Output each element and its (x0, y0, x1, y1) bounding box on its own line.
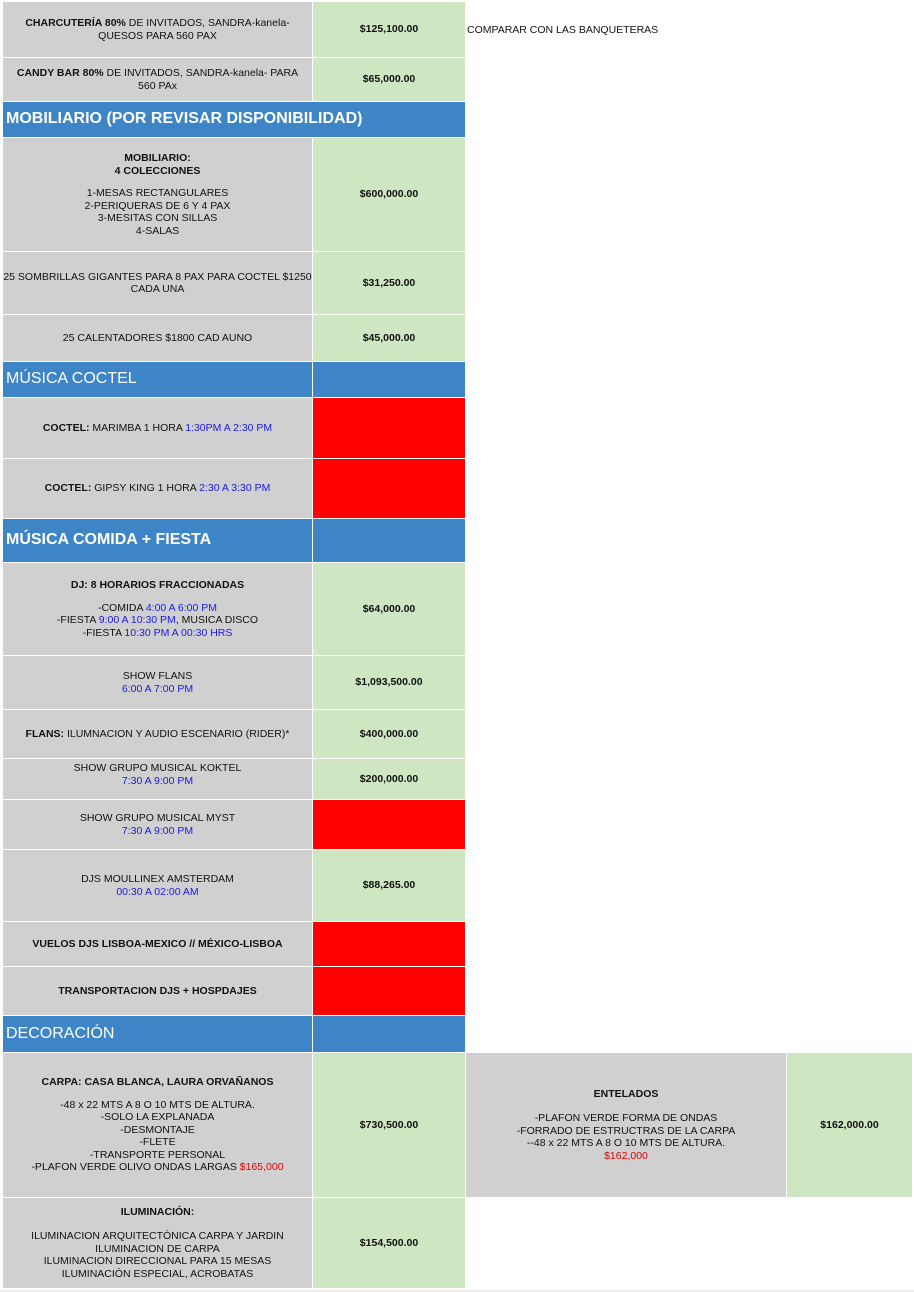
calentadores-description: 25 CALENTADORES $1800 CAD AUNO (3, 315, 312, 361)
candy-bar-text: DE INVITADOS, SANDRA-kanela- PARA (103, 67, 299, 79)
mobiliario-item: 1-MESAS RECTANGULARES (86, 187, 229, 199)
vuelos-description: VUELOS DJS LISBOA-MEXICO // MÉXICO-LISBOA (3, 922, 312, 966)
iluminacion-item: ILUMINACION DE CARPA (95, 1242, 220, 1255)
calentadores-price: $45,000.00 (313, 315, 465, 361)
show-flans-price: $1,093,500.00 (313, 656, 465, 709)
iluminacion-title: ILUMINACIÓN: (120, 1205, 195, 1218)
gipsy-text: GIPSY KING 1 HORA (91, 482, 200, 495)
entelados-title: ENTELADOS (593, 1087, 659, 1100)
iluminacion-item: ILUMINACIÓN ESPECIAL, ACROBATAS (61, 1267, 254, 1280)
marimba-time: 1:30PM A 2:30 PM (185, 421, 273, 434)
marimba-price-empty (313, 398, 465, 458)
dj-fiesta2-time: 10:30 PM A 00:30 HRS (124, 626, 233, 639)
decoracion-section-header: DECORACIÓN (3, 1016, 312, 1052)
carpa-plafon-cost: $165,000 (239, 1161, 284, 1174)
iluminacion-item: ILUMINACION ARQUITECTÓNICA CARPA Y JARDIN (31, 1230, 284, 1243)
dj-description (3, 563, 312, 655)
show-flans-time: 6:00 A 7:00 PM (121, 682, 194, 695)
entelados-item: -FORRADO DE ESTRUCTRAS DE LA CARPA (516, 1124, 736, 1137)
musica-coctel-header-blank (313, 362, 465, 397)
charcuteria-note: COMPARAR CON LAS BANQUETERAS (467, 24, 659, 36)
mobiliario-item: 2-PERIQUERAS DE 6 Y 4 PAX (84, 199, 231, 212)
koktel-time: 7:30 A 9:00 PM (121, 774, 194, 787)
carpa-plafon: -PLAFON VERDE OLIVO ONDAS LARGAS (31, 1161, 240, 1174)
carpa-item: -TRANSPORTE PERSONAL (89, 1148, 226, 1161)
marimba-label: COCTEL: (42, 421, 90, 434)
sombrillas-description (3, 252, 312, 314)
iluminacion-description (3, 1198, 312, 1288)
flans-iluminacion-price: $400,000.00 (313, 710, 465, 758)
sombrillas-line2: CADA UNA (130, 283, 185, 295)
carpa-item: -48 x 22 MTS A 8 O 10 MTS DE ALTURA. (60, 1098, 255, 1111)
vuelos-price-empty (313, 922, 465, 966)
mobiliario-subtitle: 4 COLECCIONES (114, 164, 201, 177)
marimba-text: MARIMBA 1 HORA (89, 421, 186, 434)
charcuteria-line2: QUESOS PARA 560 PAX (98, 29, 217, 42)
koktel-price: $200,000.00 (313, 759, 465, 799)
moullinex-price: $88,265.00 (313, 850, 465, 921)
gipsy-price-empty (313, 459, 465, 518)
carpa-price: $730,500.00 (313, 1053, 465, 1197)
mobiliario-item: 3-MESITAS CON SILLAS (97, 212, 218, 224)
gipsy-label: COCTEL: (44, 482, 92, 495)
gipsy-time: 2:30 A 3:30 PM (199, 482, 271, 495)
dj-fiesta-time: 9:00 A 10:30 PM (98, 614, 176, 626)
candy-bar-price: $65,000.00 (313, 58, 465, 101)
moullinex-title: DJS MOULLINEX AMSTERDAM (81, 873, 234, 885)
show-flans-description (3, 656, 312, 709)
gipsy-description (3, 459, 312, 518)
carpa-description (3, 1053, 312, 1197)
dj-comida-label: -COMIDA (97, 601, 146, 614)
charcuteria-label: CHARCUTERÍA 80% (25, 17, 126, 29)
decoracion-header-blank (313, 1016, 465, 1052)
dj-fiesta2-label: -FIESTA (82, 626, 125, 639)
myst-description (3, 800, 312, 849)
transporte-description: TRANSPORTACION DJS + HOSPDAJES (3, 967, 312, 1015)
flans-iluminacion-description (3, 710, 312, 758)
show-flans-title: SHOW FLANS (122, 670, 193, 682)
dj-fiesta-extra: , MUSICA DISCO (175, 614, 259, 626)
carpa-title: CARPA: CASA BLANCA, LAURA ORVAÑANOS (41, 1076, 274, 1089)
sombrillas-line1: 25 SOMBRILLAS GIGANTES PARA 8 PAX PARA COCTEL $1250 (3, 270, 312, 283)
mobiliario-description (3, 138, 312, 251)
dj-fiesta-label: -FIESTA (56, 614, 99, 626)
myst-price-empty (313, 800, 465, 849)
musica-coctel-section-header: MÚSICA COCTEL (3, 362, 312, 397)
entelados-item: --48 x 22 MTS A 8 O 10 MTS DE ALTURA. (526, 1137, 726, 1150)
iluminacion-price: $154,500.00 (313, 1198, 465, 1288)
dj-title: DJ: 8 HORARIOS FRACCIONADAS (70, 579, 245, 591)
koktel-description (3, 759, 312, 799)
moullinex-description (3, 850, 312, 921)
charcuteria-description (3, 2, 312, 57)
iluminacion-item: ILUMINACION DIRECCIONAL PARA 15 MESAS (43, 1255, 272, 1268)
carpa-item: -DESMONTAJE (120, 1123, 195, 1136)
entelados-description (466, 1053, 786, 1197)
mobiliario-section-header: MOBILIARIO (POR REVISAR DISPONIBILIDAD) (3, 102, 465, 137)
musica-fiesta-header-blank (313, 519, 465, 562)
charcuteria-price: $125,100.00 (313, 2, 465, 57)
sombrillas-price: $31,250.00 (313, 252, 465, 314)
dj-comida-time: 4:00 A 6:00 PM (145, 601, 218, 614)
carpa-item: -SOLO LA EXPLANADA (100, 1111, 215, 1124)
candy-bar-description (3, 58, 312, 101)
entelados-cost: $162,000 (604, 1149, 648, 1162)
musica-fiesta-section-header: MÚSICA COMIDA + FIESTA (3, 519, 312, 562)
dj-price: $64,000.00 (313, 563, 465, 655)
candy-bar-line2: 560 PAx (138, 79, 177, 92)
koktel-title: SHOW GRUPO MUSICAL KOKTEL (73, 762, 242, 774)
carpa-item: -FLETE (139, 1136, 176, 1149)
flans-iluminacion-label: FLANS: (25, 727, 65, 740)
transporte-price-empty (313, 967, 465, 1015)
marimba-description (3, 398, 312, 458)
myst-time: 7:30 A 9:00 PM (121, 824, 194, 837)
entelados-item: -PLAFON VERDE FORMA DE ONDAS (534, 1112, 718, 1125)
charcuteria-text: DE INVITADOS, SANDRA-kanela- (125, 17, 290, 29)
candy-bar-label: CANDY BAR 80% (16, 67, 104, 79)
mobiliario-price: $600,000.00 (313, 138, 465, 251)
entelados-price: $162,000.00 (787, 1053, 912, 1197)
myst-title: SHOW GRUPO MUSICAL MYST (79, 812, 236, 824)
mobiliario-item: 4-SALAS (135, 224, 180, 237)
flans-iluminacion-text: ILUMNACION Y AUDIO ESCENARIO (RIDER)* (64, 727, 290, 740)
moullinex-time: 00:30 A 02:00 AM (116, 885, 199, 898)
mobiliario-title: MOBILIARIO: (124, 152, 191, 164)
